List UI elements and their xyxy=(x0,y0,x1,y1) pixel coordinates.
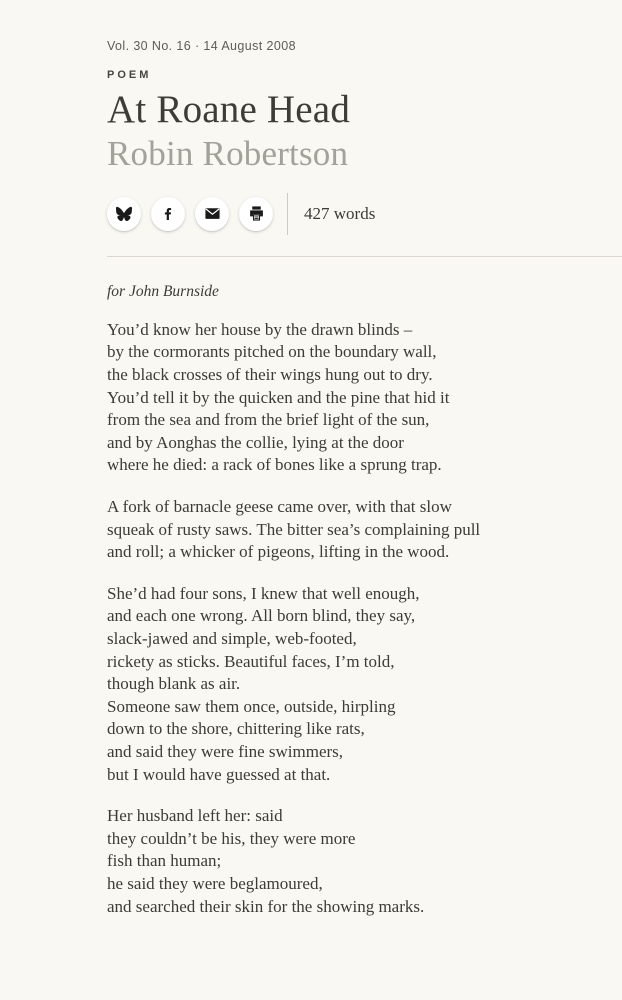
category-label: POEM xyxy=(107,69,152,81)
facebook-icon xyxy=(160,206,176,222)
email-icon xyxy=(204,205,221,222)
poem-stanza: You’d know her house by the drawn blinds – by the cormorants pitched on the boundary wall, the black crosses of their wings hung out to dry. You’d tell it by the quicken and the pine that hid it from the sea and from the brief light of the sun, and by Aonghas the collie, lying at the door where he died: a rack of bones like a sprung trap. xyxy=(107,319,450,475)
poem-dedication: for John Burnside xyxy=(107,282,219,300)
poem-body xyxy=(107,319,602,918)
email-share-button[interactable] xyxy=(195,197,229,231)
poem-stanza: A fork of barnacle geese came over, with that slow squeak of rusty saws. The bitter sea’s complaining pull and roll; a whicker of pigeons, lifting in the wood. xyxy=(107,497,481,562)
issue-link[interactable]: Vol. 30 No. 16 · 14 August 2008 xyxy=(107,39,296,53)
poem-stanza: Her husband left her: said they couldn’t be his, they were more fish than human; he said they were beglamoured, and searched their skin for the showing marks. xyxy=(107,806,425,916)
article-title: At Roane Head xyxy=(107,88,351,131)
facebook-share-button[interactable] xyxy=(151,197,185,231)
header-divider-rule xyxy=(107,256,622,257)
share-toolbar xyxy=(107,193,602,235)
poem-stanza: She’d had four sons, I knew that well enough, and each one wrong. All born blind, they say, slack-jawed and simple, web-footed, rickety as sticks. Beautiful faces, I’m told, though blank as air. Someone saw them once, outside, hirpling down to the shore, chittering like rats, and said they were fine swimmers, but I would have guessed at that. xyxy=(107,583,420,784)
word-count: 427 words xyxy=(304,203,376,223)
word-count-divider xyxy=(287,193,288,235)
bluesky-share-button[interactable] xyxy=(107,197,141,231)
bluesky-icon xyxy=(116,206,132,222)
article-author-link[interactable]: Robin Robertson xyxy=(107,134,349,174)
print-icon xyxy=(248,205,265,222)
print-share-button[interactable] xyxy=(239,197,273,231)
